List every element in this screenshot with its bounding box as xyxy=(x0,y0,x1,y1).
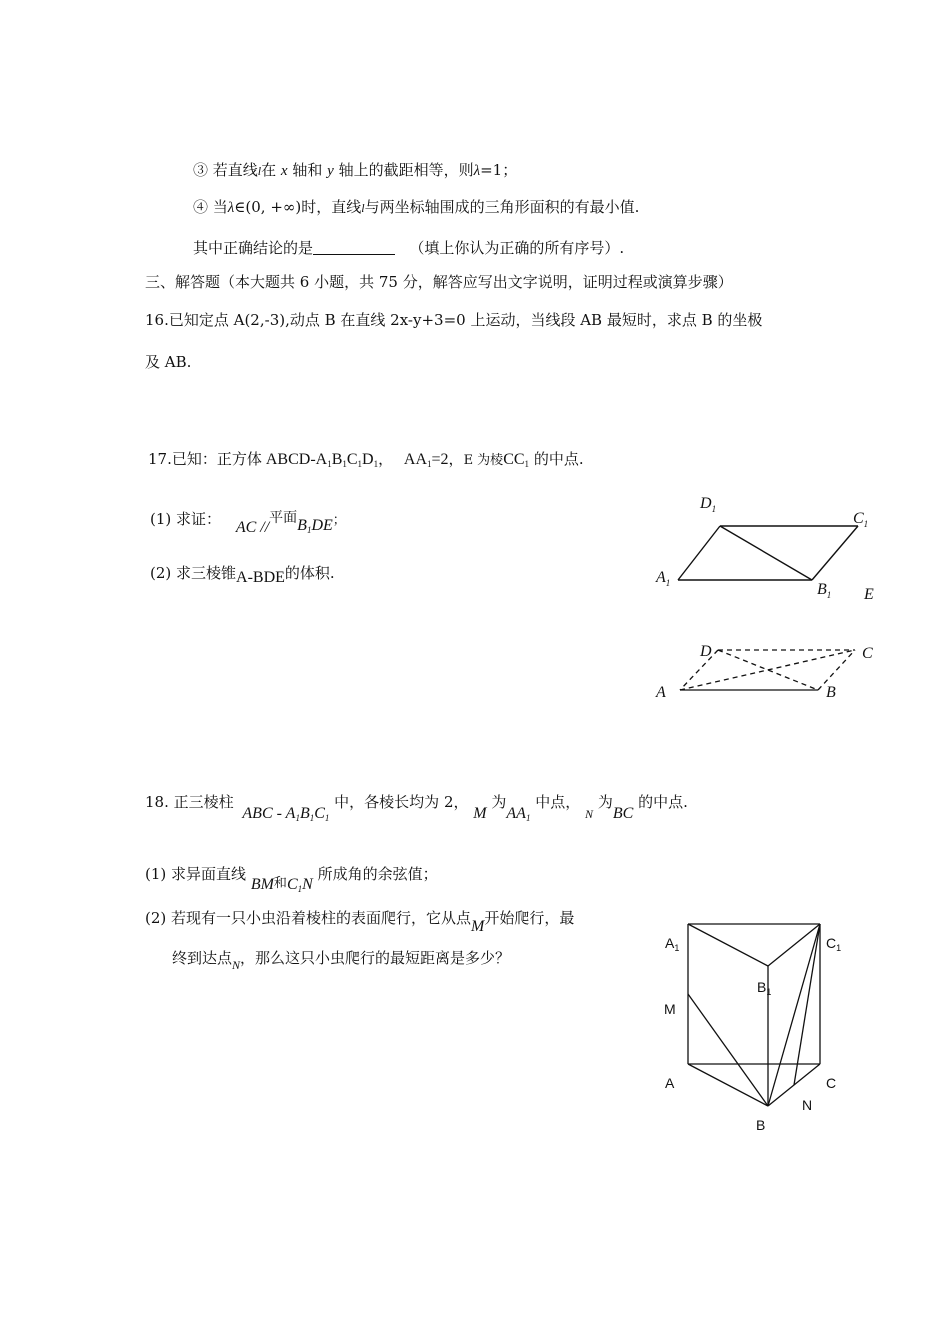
label-C-prism: C xyxy=(826,1075,837,1091)
edge-bc xyxy=(818,650,855,690)
label-A-prism: A xyxy=(665,1075,675,1091)
edge-da xyxy=(680,650,718,690)
diag-d1b1 xyxy=(720,526,812,580)
label-A1: $A_1$ xyxy=(656,569,671,588)
label-D1: $D_1$ xyxy=(700,495,717,514)
q17-part2: (2) 求三棱锥A-BDE的体积. xyxy=(150,564,335,586)
label-E: E xyxy=(864,586,874,603)
label-B-prism: B xyxy=(756,1117,766,1133)
q18-part2-line2: 终到达点$_N$，那么这只小虫爬行的最短距离是多少？ xyxy=(172,949,511,972)
segment-c1n xyxy=(794,924,820,1085)
conclusion-line: 其中正确结论的是 （填上你认为正确的所有序号）. xyxy=(193,239,625,257)
prism-figure xyxy=(688,924,820,1106)
statement-4: ④ 当λ∈(0, +∞)时，直线l与两坐标轴围成的三角形面积的有最小值. xyxy=(193,198,640,216)
edge-ab xyxy=(688,1064,768,1106)
q16-line2: 及 AB. xyxy=(145,353,192,371)
section-heading: 三、解答题（本大题共 6 小题，共 75 分，解答应写出文字说明，证明过程或演算步骤） xyxy=(145,273,733,291)
cube-top-face xyxy=(678,526,858,580)
label-B: B xyxy=(826,684,836,701)
q17-header: 17.已知：正方体 ABCD-$A_1B_1C_1D_1$， $AA_1=2$，E 为棱$CC_1$ 的中点. xyxy=(148,450,584,469)
edge-a1b1 xyxy=(688,924,768,966)
edge-d1a1 xyxy=(678,526,720,580)
label-C1-prism: $C_1$ xyxy=(826,935,842,953)
label-D: D xyxy=(700,643,712,660)
label-N: N xyxy=(802,1097,813,1113)
statement-3: ③ 若直线l在 x 轴和 y 轴上的截距相等，则λ=1； xyxy=(193,161,518,179)
label-C1: $C_1$ xyxy=(853,510,869,529)
q16-line1: 16.已知定点 A(2,-3),动点 B 在直线 2x-y+3=0 上运动，当线段 AB 最短时，求点 B 的坐极 xyxy=(145,311,763,329)
q18-part2-line1: (2) 若现有一只小虫沿着棱柱的表面爬行，它从点M开始爬行，最 xyxy=(145,909,575,935)
edge-b1c1 xyxy=(768,924,820,966)
q18-header: 18. 正三棱柱 ABC - $A_1B_1C_1$ 中，各棱长均为 2， M 为$AA_1$ 中点， $_N$ 为BC 的中点. xyxy=(145,793,688,823)
segment-c1b xyxy=(768,924,820,1106)
label-A1-prism: $A_1$ xyxy=(665,935,680,953)
edge-b1c1 xyxy=(812,526,858,580)
q17-part1: (1) 求证： AC //平面$B_1DE$； xyxy=(150,510,346,536)
label-B1: $B_1$ xyxy=(817,581,832,600)
label-M: M xyxy=(664,1001,676,1017)
label-A: A xyxy=(656,684,666,701)
label-B1-prism: $B_1$ xyxy=(757,979,772,997)
label-C: C xyxy=(862,645,873,662)
q18-part1: (1) 求异面直线 BM和$C_1N$ 所成角的余弦值； xyxy=(145,865,438,894)
segment-bm xyxy=(688,994,768,1106)
